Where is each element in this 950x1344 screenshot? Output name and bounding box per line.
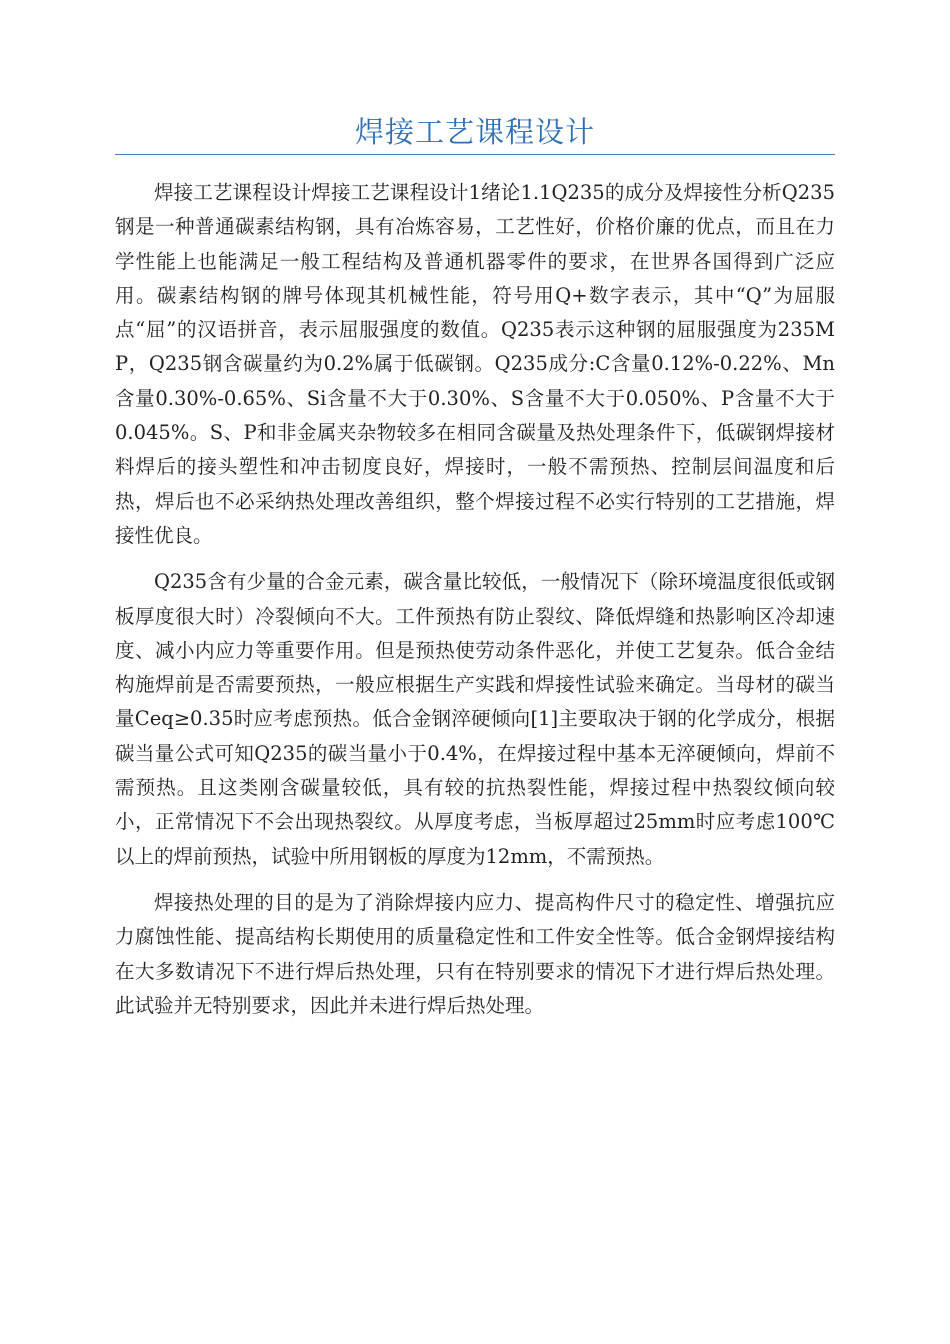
title-underline-divider [115, 154, 835, 155]
paragraph-preheating: Q235含有少量的合金元素，碳含量比较低，一般情况下（除环境温度很低或钢板厚度很大时）冷裂倾向不大。工件预热有防止裂纹、降低焊缝和热影响区冷却速度、减小内应力等重要作用。但是预热使劳动条件恶化，并使工艺复杂。低合金结构施焊前是否需要预热，一般应根据生产实践和焊接性试验来确定。当母材的碳当量Ceq≥0.35时应考虑预热。低合金钢淬硬倾向[1]主要取决于钢的化学成分，根据碳当量公式可知Q235的碳当量小于0.4%，在焊接过程中基本无淬硬倾向，焊前不需预热。且这类刚含碳量较低，具有较的抗热裂性能，焊接过程中热裂纹倾向较小，正常情况下不会出现热裂纹。从厚度考虑，当板厚超过25mm时应考虑100℃以上的焊前预热，试验中所用钢板的厚度为12mm，不需预热。 [115, 570, 835, 868]
paragraph-heat-treatment: 焊接热处理的目的是为了消除焊接内应力、提高构件尺寸的稳定性、增强抗应力腐蚀性能、提高结构长期使用的质量稳定性和工件安全性等。低合金钢焊接结构在大多数请况下不进行焊后热处理，只有在特别要求的情况下才进行焊后热处理。此试验并无特别要求，因此并未进行焊后热处理。 [115, 890, 835, 1017]
document-body [115, 176, 835, 1035]
paragraph-q235-composition: 焊接工艺课程设计焊接工艺课程设计1绪论1.1Q235的成分及焊接性分析Q235钢是一种普通碳素结构钢，具有冶炼容易，工艺性好，价格价廉的优点，而且在力学性能上也能满足一般工程结构及普通机器零件的要求，在世界各国得到广泛应用。碳素结构钢的牌号体现其机械性能，符号用Q+数字表示，其中“Q”为屈服点“屈”的汉语拼音，表示屈服强度的数值。Q235表示这种钢的屈服强度为235MP，Q235钢含碳量约为0.2%属于低碳钢。Q235成分:C含量0.12%-0.22%、Mn含量0.30%-0.65%、Si含量不大于0.30%、S含量不大于0.050%、P含量不大于0.045%。S、P和非金属夹杂物较多在相同含碳量及热处理条件下，低碳钢焊接材料焊后的接头塑性和冲击韧度良好，焊接时，一般不需预热、控制层间温度和后热，焊后也不必采纳热处理改善组织，整个焊接过程不必实行特别的工艺措施，焊接性优良。 [115, 181, 835, 547]
document-title: 焊接工艺课程设计 [354, 115, 595, 149]
